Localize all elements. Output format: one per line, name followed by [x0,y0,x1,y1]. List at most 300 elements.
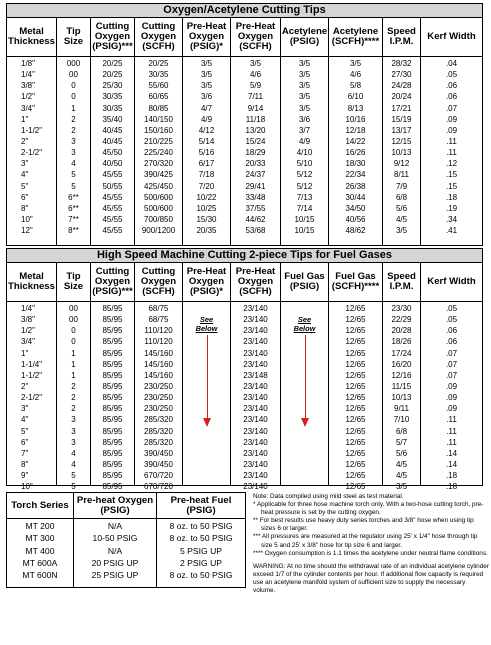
see-below-label: See Below [293,315,316,333]
table-cell: 3/5 [249,59,262,68]
table-cell: 5/8 [349,81,362,91]
table-cell: .06 [445,326,458,336]
table-cell: .04 [445,59,458,68]
table-cell: 12/65 [345,381,366,391]
table-cell: 7/18 [198,170,215,180]
note-main: Note: Data compiled using mild steel as test material. [253,493,404,500]
column-cut_scfh [135,18,183,245]
table-cell: 5/7 [395,437,408,447]
table-cell: 23/140 [243,315,268,325]
table-cell: 23/140 [243,326,268,336]
table-cell: 4" [21,170,29,180]
table-cell: .06 [445,81,458,91]
table-cell: .15 [445,181,458,191]
table-cell: .07 [445,370,458,380]
table-cell: 3 [71,148,76,158]
table-cell: 20/25 [102,59,123,68]
table-cell: 3/4" [21,337,35,347]
table-cell: 5 [71,482,76,492]
table-cell: 1/2" [21,326,35,336]
table-cell: 3" [21,159,29,169]
table-cell: 2 [71,114,76,124]
table-cell: 670/720 [144,471,173,481]
table-cell: 85/95 [102,370,123,380]
table-cell: 15/19 [391,114,412,124]
table-cell: 26/38 [345,181,366,191]
table-cell: .14 [445,448,458,458]
column-cut_psig [91,263,135,492]
table-cell: 22/29 [391,315,412,325]
column-header: Metal Thickness [7,263,56,302]
table-cell: 10/15 [294,226,315,236]
table-cell: 225/240 [144,148,173,158]
table-cell: 44/62 [245,214,266,224]
table-cell: 900/1200 [141,226,176,236]
table-cell: 45/50 [102,148,123,158]
table-cell: 285/320 [144,415,173,425]
table-cell: 85/95 [102,459,123,469]
table-cell: 23/30 [391,304,412,313]
table-cell: 24/28 [391,81,412,91]
table-cell: 1/4" [21,304,35,313]
table-cell: 12/65 [345,348,366,358]
note-2: ** For best results use heavy duty series torches and 3/8" hose when using tip sizes 6 or larger. [253,517,474,533]
table-cell: 0 [71,81,76,91]
table-cell: 68/75 [148,315,169,325]
table-cell: 5" [21,181,29,191]
table-cell: 12/65 [345,437,366,447]
table-cell: 8" [21,459,29,469]
table-cell: 1/2" [21,92,35,102]
column-pre_psig [183,263,231,485]
column-header: Speed I.P.M. [383,18,420,57]
table-cell: 23/140 [243,304,268,313]
table-cell: 12/15 [391,136,412,146]
table-cell: 27/30 [391,70,412,80]
table-cell: 3/5 [200,81,213,91]
table-cell: 1/4" [21,70,35,80]
table-cell: 1/8" [21,59,35,68]
table-cell: 1-1/2" [21,370,43,380]
table-cell: 145/160 [144,370,173,380]
table-cell: .07 [445,348,458,358]
table-cell: 12/65 [345,359,366,369]
table-cell: 40/56 [345,214,366,224]
column-header: Pre-Heat Oxygen (PSIG)* [183,263,230,302]
table-cell: 3/5 [395,482,408,492]
table-cell: 12/65 [345,326,366,336]
table-cell: 10/25 [196,203,217,213]
table-cell: 11/15 [391,381,412,391]
table-cell: 140/150 [144,114,173,124]
column-header: Tip Size [57,18,90,57]
table-cell: 85/95 [102,404,123,414]
column-header: Acetylene (SCFH)**** [329,18,382,57]
table-cell: 1" [21,114,29,124]
note-3: *** All pressures are measured at the regulator using 25' x 1/4" hose through tip size 5 and 25' x 3/8" hose for tip size 6 and larger. [253,533,478,549]
table-cell: 4/9 [298,136,311,146]
table-cell: 3/5 [298,70,311,80]
table-cell: 6** [68,203,79,213]
table-cell: MT 600N [22,570,58,581]
table-cell: 1 [71,359,76,369]
table-cell: 15/24 [245,136,266,146]
table-cell: .19 [445,203,458,213]
table-cell: 17/24 [391,348,412,358]
torch-column-preheat_fuel [157,493,245,587]
table-title: Oxygen/Acetylene Cutting Tips [7,4,482,18]
table-cell: 5 PSIG UP [179,545,223,556]
table-cell: 10/16 [345,114,366,124]
table-cell: 2" [21,136,29,146]
table-cell: 12/65 [345,471,366,481]
table-cell: 6/8 [395,192,408,202]
table-cell: 5 [71,471,76,481]
table-cell: 12" [21,226,33,236]
table-cell: 1-1/2" [21,125,43,135]
column-header: Cutting Oxygen (PSIG)*** [91,263,134,302]
table-cell: 3 [71,415,76,425]
table-cell: .07 [445,359,458,369]
torch-series-table [6,492,246,588]
table-cell: .09 [445,125,458,135]
table-cell: 22/34 [345,170,366,180]
table-cell: 230/250 [144,393,173,403]
column-header: Torch Series [7,493,73,519]
table-cell: .05 [445,70,458,80]
note-4: **** Oxygen consumption is 1.1 times the acetylene under neutral flame conditions. [253,549,488,557]
table-cell: 6" [21,192,29,202]
column-fuel_psig [281,18,329,245]
table-cell: 10/13 [391,393,412,403]
down-arrow-icon [207,335,208,419]
table-cell: 20/35 [196,226,217,236]
table-cell: 700/850 [144,214,173,224]
table-cell: 85/95 [102,471,123,481]
table-cell: 270/320 [144,159,173,169]
table-cell: 18/29 [245,148,266,158]
table-cell: 9" [21,471,29,481]
table-cell: 210/225 [144,136,173,146]
table-cell: MT 600A [22,557,58,568]
column-metal [7,263,57,492]
table-cell: 3/5 [298,92,311,102]
table-cell: 3/5 [349,59,362,68]
table-cell: 8 oz. to 50 PSIG [169,521,233,531]
table-cell: 40/50 [102,159,123,169]
table-cell: 000 [66,59,81,68]
table-cell: 390/425 [144,170,173,180]
table-cell: 3/5 [200,59,213,68]
table-cell: 5/14 [198,136,215,146]
table-cell: 00 [69,304,78,313]
column-header: Tip Size [57,263,90,302]
table-cell: 15/30 [196,214,217,224]
table-cell: 12/65 [345,315,366,325]
table-cell: 17/21 [391,103,412,113]
table-cell: 3/6 [298,114,311,124]
see-below-label: See Below [195,315,218,333]
table-cell: 3/5 [298,103,311,113]
table-cell: 3 [71,437,76,447]
table-cell: 7** [68,214,79,224]
column-pre_scfh [231,18,281,245]
table-cell: 12/65 [345,426,366,436]
table-cell: 4" [21,415,29,425]
table-cell: 4/10 [296,148,313,158]
table-cell: 12/18 [345,125,366,135]
table-cell: 12/16 [391,370,412,380]
column-fuel_psig [281,263,329,485]
table-cell: 25/30 [102,81,123,91]
table-cell: 6" [21,437,29,447]
table-cell: 500/600 [144,192,173,202]
column-kerf [421,18,482,245]
table-cell: 670/720 [144,482,173,492]
table-cell: 85/95 [102,426,123,436]
table-cell: 85/95 [102,448,123,458]
column-header: Pre-heat Oxygen (PSIG) [74,493,156,519]
table-cell: 12/65 [345,337,366,347]
warning-note: WARNING: At no time should the withdrawal rate of an individual acetylene cylinder exceed 1/7 of the cylinder contents per hour. If additional flow capacity is required use an acetylene manifold system of sufficient size to supply the necessary volume. [253,562,489,595]
column-pre_scfh [231,263,281,492]
table-cell: 23/140 [243,359,268,369]
column-tip [57,18,91,245]
table-cell: MT 200 [25,521,55,531]
table-cell: 8 oz. to 50 PSIG [169,533,233,544]
table-cell: .11 [446,426,457,436]
column-tip [57,263,91,492]
table-cell: 23/140 [243,437,268,447]
table-cell: 50/55 [102,181,123,191]
table-cell: .09 [445,381,458,391]
table-cell: 4/12 [198,125,215,135]
table-cell: 12/65 [345,415,366,425]
table-cell: 5/10 [296,159,313,169]
table-cell: 13/17 [391,125,412,135]
column-cut_psig [91,18,135,245]
notes [253,493,489,595]
table-cell: 3/5 [298,59,311,68]
table-cell: 2-1/2" [21,393,43,403]
table-cell: 40/45 [102,125,123,135]
column-metal [7,18,57,245]
table-cell: 10" [21,214,33,224]
table-cell: 48/62 [345,226,366,236]
column-fuel_scfh [329,18,383,245]
table-cell: 3 [71,426,76,436]
column-header: Kerf Width [421,263,482,302]
high-speed-tips-table [6,248,483,492]
table-cell: 85/95 [102,337,123,347]
table-cell: 85/95 [102,359,123,369]
table-cell: 85/95 [102,326,123,336]
table-cell: .41 [445,226,458,236]
table-cell: 23/140 [243,471,268,481]
table-cell: 85/95 [102,348,123,358]
table-cell: 85/95 [102,381,123,391]
table-cell: 18/26 [391,337,412,347]
table-cell: 53/68 [245,226,266,236]
table-cell: 150/160 [144,125,173,135]
table-cell: 29/41 [245,181,266,191]
table-cell: 7/14 [296,203,313,213]
table-cell: 3/5 [298,81,311,91]
table-cell: N/A [107,521,123,531]
table-cell: 5/6 [395,448,408,458]
table-cell: 0 [71,326,76,336]
table-cell: 5/6 [395,203,408,213]
table-cell: 9/14 [247,103,264,113]
table-cell: 3" [21,404,29,414]
table-cell: .09 [445,393,458,403]
table-cell: 12/65 [345,304,366,313]
table-cell: 23/140 [243,482,268,492]
table-cell: 30/35 [148,70,169,80]
column-header: Cutting Oxygen (PSIG)*** [91,18,134,57]
table-cell: N/A [107,545,123,556]
table-cell: .11 [446,415,457,425]
column-header: Pre-Heat Oxygen (SCFH) [231,18,280,57]
column-header: Acetylene (PSIG) [281,18,328,57]
table-cell: 45/55 [102,170,123,180]
table-cell: 1 [71,348,76,358]
table-cell: 7/20 [198,181,215,191]
table-cell: .07 [445,103,458,113]
column-speed [383,18,421,245]
table-cell: 4/5 [395,471,408,481]
table-cell: 4/6 [349,70,362,80]
table-cell: 23/140 [243,415,268,425]
table-cell: .11 [446,136,457,146]
table-cell: 37/55 [245,203,266,213]
table-cell: 12/65 [345,370,366,380]
table-cell: 7/9 [395,181,408,191]
column-header: Cutting Oxygen (SCFH) [135,263,182,302]
table-cell: 2" [21,381,29,391]
table-cell: 00 [69,70,78,80]
table-cell: 80/85 [148,103,169,113]
table-cell: .18 [445,482,458,492]
table-cell: .18 [445,471,458,481]
column-kerf [421,263,482,492]
down-arrow-icon [305,335,306,419]
table-cell: 390/450 [144,448,173,458]
table-cell: 1 [71,370,76,380]
table-cell: 5 [71,170,76,180]
table-cell: 2 PSIG UP [179,557,223,568]
table-cell: 7/11 [248,92,263,102]
table-cell: 40/45 [102,136,123,146]
table-cell: 3/6 [200,92,213,102]
table-cell: 1" [21,348,29,358]
table-cell: 4 [71,448,76,458]
table-cell: 4/5 [395,459,408,469]
table-cell: 20/25 [102,70,123,80]
table-cell: 230/250 [144,381,173,391]
table-cell: 12/65 [345,393,366,403]
table-cell: 3/8" [21,81,35,91]
table-cell: .11 [446,437,457,447]
table-cell: 500/600 [144,203,173,213]
column-header: Pre-Heat Oxygen (SCFH) [231,263,280,302]
table-cell: 7" [21,448,29,458]
table-cell: .14 [445,459,458,469]
table-cell: 23/140 [243,337,268,347]
table-cell: 6/17 [198,159,215,169]
table-cell: 4 [71,459,76,469]
table-cell: 8** [68,226,79,236]
table-cell: 5 [71,181,76,191]
table-cell: 2-1/2" [21,148,43,158]
table-cell: 20/28 [391,326,412,336]
table-cell: 285/320 [144,437,173,447]
table-cell: 3/4" [21,103,35,113]
table-cell: 55/60 [148,81,169,91]
table-cell: 30/35 [102,103,123,113]
table-cell: 10/15 [294,214,315,224]
table-cell: 9/12 [393,159,410,169]
table-cell: .05 [445,304,458,313]
table-cell: 8/11 [394,170,409,180]
table-cell: .12 [445,159,458,169]
table-cell: 30/35 [102,92,123,102]
table-cell: 3/8" [21,315,35,325]
arrow-head-icon [301,418,309,427]
table-cell: 12/65 [345,448,366,458]
table-cell: 2 [71,125,76,135]
table-cell: .09 [445,114,458,124]
table-cell: 4/7 [200,103,213,113]
table-cell: 33/48 [245,192,266,202]
table-cell: 25 PSIG UP [91,570,139,581]
table-cell: 10/22 [196,192,217,202]
torch-column-preheat_oxygen [74,493,157,587]
column-header: Metal Thickness [7,18,56,57]
table-cell: .18 [445,192,458,202]
table-cell: 11/18 [245,114,266,124]
table-cell: 28/32 [391,59,412,68]
table-cell: 14/22 [345,136,366,146]
table-cell: 12/65 [345,459,366,469]
table-cell: 34/50 [345,203,366,213]
table-cell: 30/44 [345,192,366,202]
table-cell: 4/6 [249,70,262,80]
table-cell: .15 [445,170,458,180]
table-cell: 8 oz. to 50 PSIG [169,570,233,581]
table-cell: 6** [68,192,79,202]
table-cell: 110/120 [144,337,173,347]
table-cell: .06 [445,92,458,102]
table-cell: 00 [69,315,78,325]
table-cell: 6/10 [347,92,364,102]
table-cell: 23/140 [243,348,268,358]
table-cell: 23/140 [243,404,268,414]
table-cell: 3/5 [200,70,213,80]
table-cell: 7/13 [296,192,313,202]
torch-column-series [7,493,74,587]
table-cell: 16/26 [345,148,366,158]
oxy-acetylene-table [6,3,483,246]
table-cell: 1-1/4" [21,359,43,369]
table-columns [7,263,482,492]
table-cell: 20/25 [148,59,169,68]
table-cell: .06 [445,337,458,347]
column-header: Fuel Gas (SCFH)**** [329,263,382,302]
table-cell: 23/140 [243,393,268,403]
table-cell: 5/9 [249,81,262,91]
table-cell: MT 400 [25,545,55,556]
